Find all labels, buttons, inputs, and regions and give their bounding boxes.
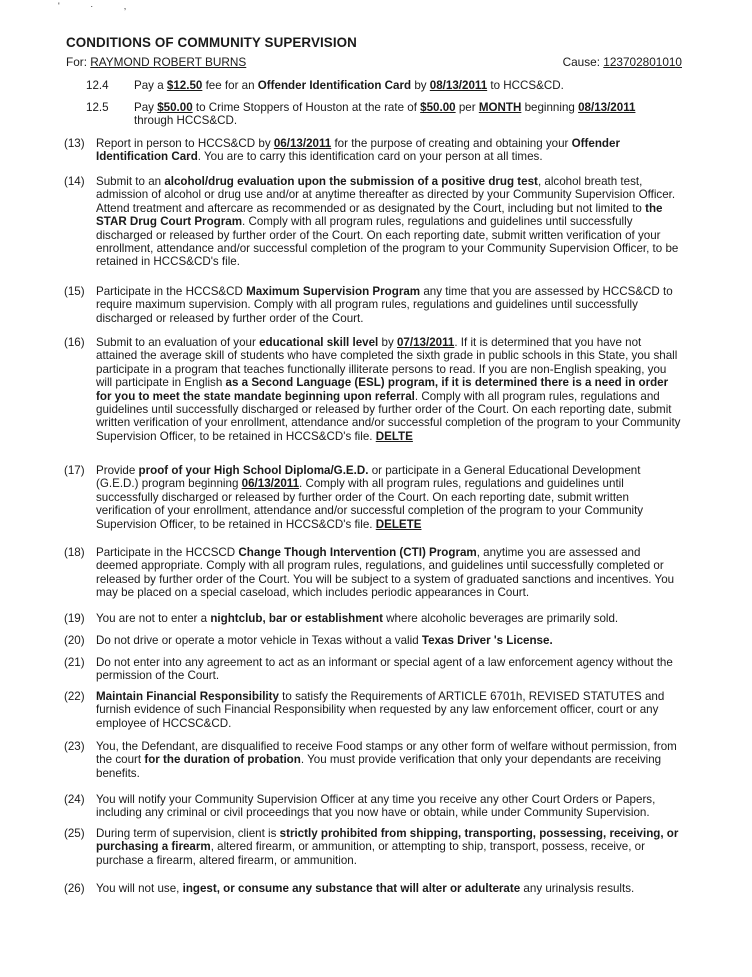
condition-number: (23)	[64, 740, 85, 753]
condition-text	[96, 740, 684, 780]
due-date: 07/13/2011	[396, 336, 455, 349]
condition-26	[64, 882, 684, 895]
condition-17	[64, 464, 684, 531]
text-run-bold: Change Though Intervention (CTI) Program	[238, 546, 477, 559]
condition-number: (13)	[64, 137, 85, 150]
text-run: You are not to enter a	[96, 612, 211, 625]
condition-text	[96, 137, 684, 164]
text-run: to satisfy the Requirements of ARTICLE 6701h, REVISED STATUTES and furnish evidence of such Financial Responsibility when requested by any law enforcement officer, court or any employee of HCCSC&CD.	[96, 690, 665, 730]
condition-number: (15)	[64, 285, 85, 298]
text-run: Pay	[134, 101, 158, 114]
condition-15	[64, 285, 684, 325]
text-run-bold: strictly prohibited from shipping, transporting, possessing, receiving, or purchasing a firearm	[96, 827, 679, 854]
for-label: For:	[66, 55, 87, 69]
due-date: 08/13/2011	[429, 79, 488, 92]
condition-text	[96, 656, 684, 683]
text-run: , alcohol breath test, admission of alcohol or drug use and/or at anytime thereafter as directed by your Community Supervision Officer. Attend treatment and aftercare as recommended or as designated by the Court, including but not limited to	[96, 175, 676, 215]
condition-25	[64, 827, 684, 867]
text-run-bold: Maintain Financial Responsibility	[96, 690, 279, 703]
text-run: Pay a	[134, 79, 167, 92]
condition-number: 12.4	[86, 79, 109, 92]
condition-number: (25)	[64, 827, 85, 840]
start-date: 08/13/2011	[578, 101, 636, 114]
text-run: You will not use,	[96, 882, 183, 895]
condition-number: (26)	[64, 882, 85, 895]
condition-text	[96, 690, 684, 730]
text-run: Submit to an evaluation of your	[96, 336, 260, 349]
text-run-bold: ingest, or consume any substance that will alter or adulterate	[182, 882, 521, 895]
text-run: Submit to an	[96, 175, 165, 188]
text-run: to Crime Stoppers of Houston at the rate of	[192, 101, 421, 114]
text-run: You will notify your Community Supervision Officer at any time you receive any other Court Orders or Papers, including any criminal or civil proceedings that you now have or obtain, while under Community Supervision.	[96, 793, 656, 820]
text-run: or participate in a General Educational Development (G.E.D.) program beginning	[96, 464, 641, 491]
text-run-bold: Offender Identification Card	[257, 79, 412, 92]
condition-12-4	[86, 79, 682, 92]
text-run: . You must provide verification that only your dependants are receiving benefits.	[96, 753, 662, 780]
condition-number: (24)	[64, 793, 85, 806]
text-run-bold: as a Second Language (ESL) program, if it is determined there is a need in order for you to meet the state mandate beginning upon referral	[96, 376, 669, 403]
text-run: . You are to carry this identification card on your person at all times.	[197, 150, 543, 164]
text-run: . If it is determined that you have not attained the average skill of students who have completed the sixth grade in public schools in this State, you shall participate in a program that teaches functionally illiterate persons to read. If you are non-English speaking, you will participate in English	[96, 336, 678, 390]
text-run: Participate in the HCCS&CD	[96, 285, 247, 298]
text-run: where alcoholic beverages are primarily sold.	[382, 612, 619, 625]
payment-period: MONTH	[478, 101, 522, 114]
text-run: Do not drive or operate a motor vehicle in Texas without a valid	[96, 634, 422, 647]
cause-number: 123702801010	[603, 55, 682, 69]
text-run-bold: proof of your High School Diploma/G.E.D.	[138, 464, 369, 477]
condition-number: (22)	[64, 690, 85, 703]
payment-rate: $50.00	[420, 101, 456, 114]
text-run: Participate in the HCCSCD	[96, 546, 239, 559]
text-run-bold: for the duration of probation	[144, 753, 301, 767]
text-run: You, the Defendant, are disqualified to receive Food stamps or any other form of welfare without permission, from the court	[96, 740, 677, 767]
start-date: 06/13/2011	[241, 477, 300, 491]
text-run: by	[378, 336, 397, 349]
text-run: for the purpose of creating and obtaining your	[331, 137, 572, 150]
text-run: . Comply with all program rules, regulations and guidelines until successfully discharged or released by further order of the Court. On each reporting date, submit written verification of your enrollment, attendance and/or successful completion of the program to your Community Supervision Officer, to be retained in HCCS&CD's file.	[96, 477, 644, 531]
condition-number: (18)	[64, 546, 85, 559]
condition-number: (14)	[64, 175, 85, 188]
defendant-name: RAYMOND ROBERT BURNS	[90, 55, 247, 69]
condition-20	[64, 634, 684, 647]
condition-number: (16)	[64, 336, 85, 349]
text-run-bold: nightclub, bar or establishment	[210, 612, 383, 625]
text-run: fee for an	[202, 79, 258, 92]
condition-24	[64, 793, 684, 820]
condition-number: (19)	[64, 612, 85, 625]
condition-13	[64, 137, 684, 164]
text-run: . Comply with all program rules, regulations and guidelines until successfully discharged or released by further order of the Court. On each reporting date, submit written verification of your enrollment, attendance and/or successful completion of the program to your Community Supervision Officer, to be retained in HCCS&CD's file.	[96, 389, 681, 443]
condition-21	[64, 656, 684, 683]
condition-text	[96, 634, 684, 647]
text-run: through HCCS&CD.	[134, 114, 238, 128]
condition-number: (20)	[64, 634, 85, 647]
cause-label: Cause:	[562, 55, 600, 69]
cause-field	[563, 56, 682, 69]
condition-text	[96, 793, 684, 820]
condition-text	[134, 101, 674, 128]
text-run: . Comply with all program rules, regulations and guidelines until successfully discharged or released by further order of the Court. On each reporting date, submit written verification of your enrollment, attendance and/or successful completion of the program to your Community Supervision Officer, to be retained in HCCS&CD's file.	[96, 215, 679, 269]
handwritten-delete-mark: DELETE	[375, 517, 422, 531]
text-run: per	[455, 101, 479, 114]
text-run: any urinalysis results.	[520, 882, 635, 895]
condition-text	[96, 464, 684, 531]
text-run: During term of supervision, client is	[96, 827, 280, 840]
condition-12-5	[86, 101, 682, 128]
text-run-bold: Maximum Supervision Program	[246, 285, 421, 298]
condition-text	[96, 336, 684, 443]
text-run-bold: educational skill level	[259, 336, 379, 349]
condition-text	[96, 882, 684, 895]
condition-14	[64, 175, 684, 269]
condition-22	[64, 690, 684, 730]
condition-text	[96, 546, 684, 600]
condition-number: 12.5	[86, 101, 109, 114]
condition-23	[64, 740, 684, 780]
defendant-line	[66, 56, 682, 69]
condition-number: (21)	[64, 656, 85, 669]
page-title: CONDITIONS OF COMMUNITY SUPERVISION	[66, 35, 357, 50]
text-run: Report in person to HCCS&CD by	[96, 137, 274, 150]
condition-number: (17)	[64, 464, 85, 477]
condition-18	[64, 546, 684, 600]
text-run: to HCCS&CD.	[487, 79, 564, 92]
condition-text	[134, 79, 682, 92]
condition-text	[96, 612, 684, 625]
text-run: any time that you are assessed by HCCS&CD to require maximum supervision. Comply with all program rules, regulations and guidelines until successfully discharged or released by further order of the Court.	[96, 285, 673, 325]
handwritten-delete-mark: DELTE	[375, 429, 413, 443]
fee-amount: $12.50	[166, 79, 203, 92]
due-date: 06/13/2011	[273, 137, 332, 150]
text-run: beginning	[521, 101, 579, 114]
text-run: , anytime you are assessed and deemed appropriate. Comply with all program rules, regulations, and guidelines until successfully completed or released by further order of the Court. You will be subject to a system of graduated sanctions and incentives. You may be placed on a special caseload, which includes periodic appearances in Court.	[96, 546, 675, 600]
text-run-bold: Offender Identification Card	[96, 137, 620, 164]
text-run: Provide	[96, 464, 139, 477]
text-run: , altered firearm, or ammunition, or attempting to ship, transport, possess, receive, or purchase a firearm, altered firearm, or ammunition.	[96, 840, 645, 867]
text-run-bold: the STAR Drug Court Program	[96, 201, 663, 229]
condition-text	[96, 175, 684, 269]
stray-scan-marks: ' · ,	[58, 1, 141, 11]
payment-amount: $50.00	[157, 101, 193, 114]
condition-text	[96, 285, 684, 325]
text-run: by	[411, 79, 430, 92]
text-run: Do not enter into any agreement to act as an informant or special agent of a law enforcement agency without the permission of the Court.	[96, 656, 673, 683]
text-run-bold: Texas Driver 's License.	[421, 634, 553, 647]
condition-19	[64, 612, 684, 625]
condition-text	[96, 827, 684, 867]
condition-16	[64, 336, 684, 443]
text-run-bold: alcohol/drug evaluation upon the submission of a positive drug test	[164, 175, 538, 188]
